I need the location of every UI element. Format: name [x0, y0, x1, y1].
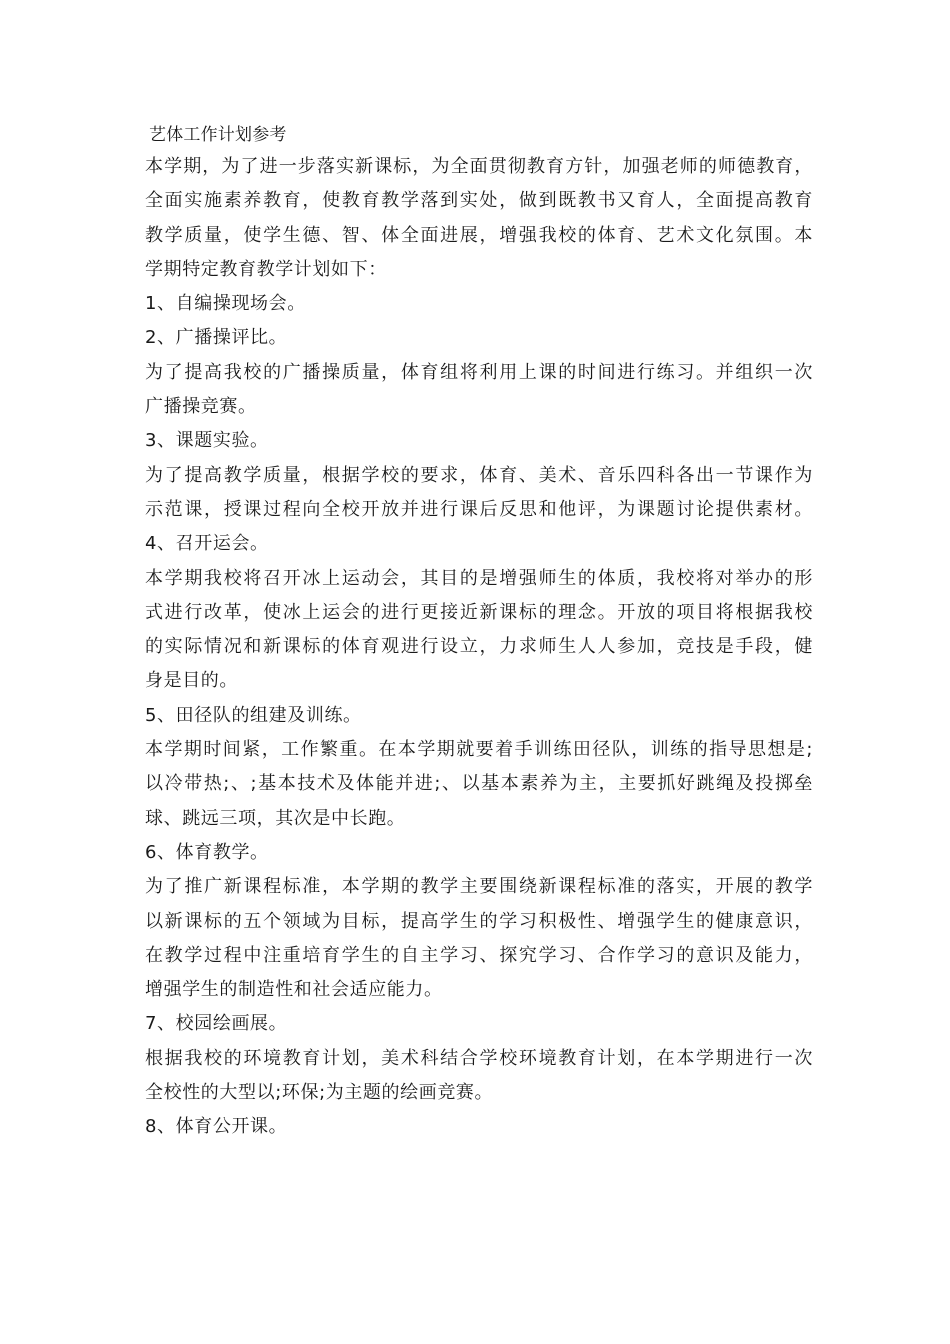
text-line: 8、体育公开课。	[145, 1116, 288, 1138]
text-line: 示范课，授课过程向全校开放并进行课后反思和他评，为课题讨论提供素材。	[145, 498, 813, 520]
text-line: 球、跳远三项，其次是中长跑。	[145, 807, 406, 829]
document-title: 艺体工作计划参考	[149, 125, 287, 145]
text-line: 为了推广新课程标准，本学期的教学主要围绕新课程标准的落实，开展的教学	[145, 876, 813, 898]
text-line: 本学期，为了进一步落实新课标，为全面贯彻教育方针，加强老师的师德教育，	[145, 156, 813, 177]
text-line: 以冷带热;、;基本技术及体能并进;、以基本素养为主，主要抓好跳绳及投掷垒	[145, 773, 813, 795]
text-line: 增强学生的制造性和社会适应能力。	[145, 979, 443, 1001]
text-line: 为了提高我校的广播操质量，体育组将利用上课的时间进行练习。并组织一次	[145, 361, 813, 383]
text-line: 学期特定教育教学计划如下：	[145, 258, 387, 280]
text-line: 6、体育教学。	[145, 841, 269, 863]
text-line: 身是目的。	[145, 670, 238, 692]
text-line: 的实际情况和新课标的体育观进行设立，力求师生人人参加，竞技是手段，健	[145, 636, 813, 658]
text-line: 以新课标的五个领域为目标，提高学生的学习积极性、增强学生的健康意识，	[145, 910, 813, 932]
text-line: 根据我校的环境教育计划，美术科结合学校环境教育计划，在本学期进行一次	[145, 1047, 813, 1069]
text-line: 5、田径队的组建及训练。	[145, 704, 362, 726]
text-line: 教学质量，使学生德、智、体全面进展，增强我校的体育、艺术文化氛围。本	[145, 224, 813, 246]
text-line: 2、广播操评比。	[145, 327, 288, 349]
text-line: 广播操竞赛。	[145, 396, 257, 418]
text-line: 3、课题实验。	[145, 430, 269, 452]
text-line: 在教学过程中注重培育学生的自主学习、探究学习、合作学习的意识及能力，	[145, 944, 813, 966]
document-lines	[145, 150, 813, 1145]
text-line: 4、召开运会。	[145, 533, 269, 555]
text-line: 全校性的大型以;环保;为主题的绘画竞赛。	[145, 1082, 494, 1104]
text-line: 1、自编操现场会。	[145, 293, 306, 315]
text-line: 7、校园绘画展。	[145, 1013, 288, 1035]
text-line: 本学期时间紧，工作繁重。在本学期就要着手训练田径队，训练的指导思想是;	[145, 739, 813, 761]
text-line: 全面实施素养教育，使教育教学落到实处，做到既教书又育人，全面提高教育	[145, 190, 813, 212]
text-line: 本学期我校将召开冰上运动会，其目的是增强师生的体质，我校将对举办的形	[145, 567, 813, 589]
text-line: 式进行改革，使冰上运会的进行更接近新课标的理念。开放的项目将根据我校	[145, 601, 813, 623]
document-body	[145, 120, 813, 1145]
text-line: 为了提高教学质量，根据学校的要求，体育、美术、音乐四科各出一节课作为	[145, 464, 813, 486]
